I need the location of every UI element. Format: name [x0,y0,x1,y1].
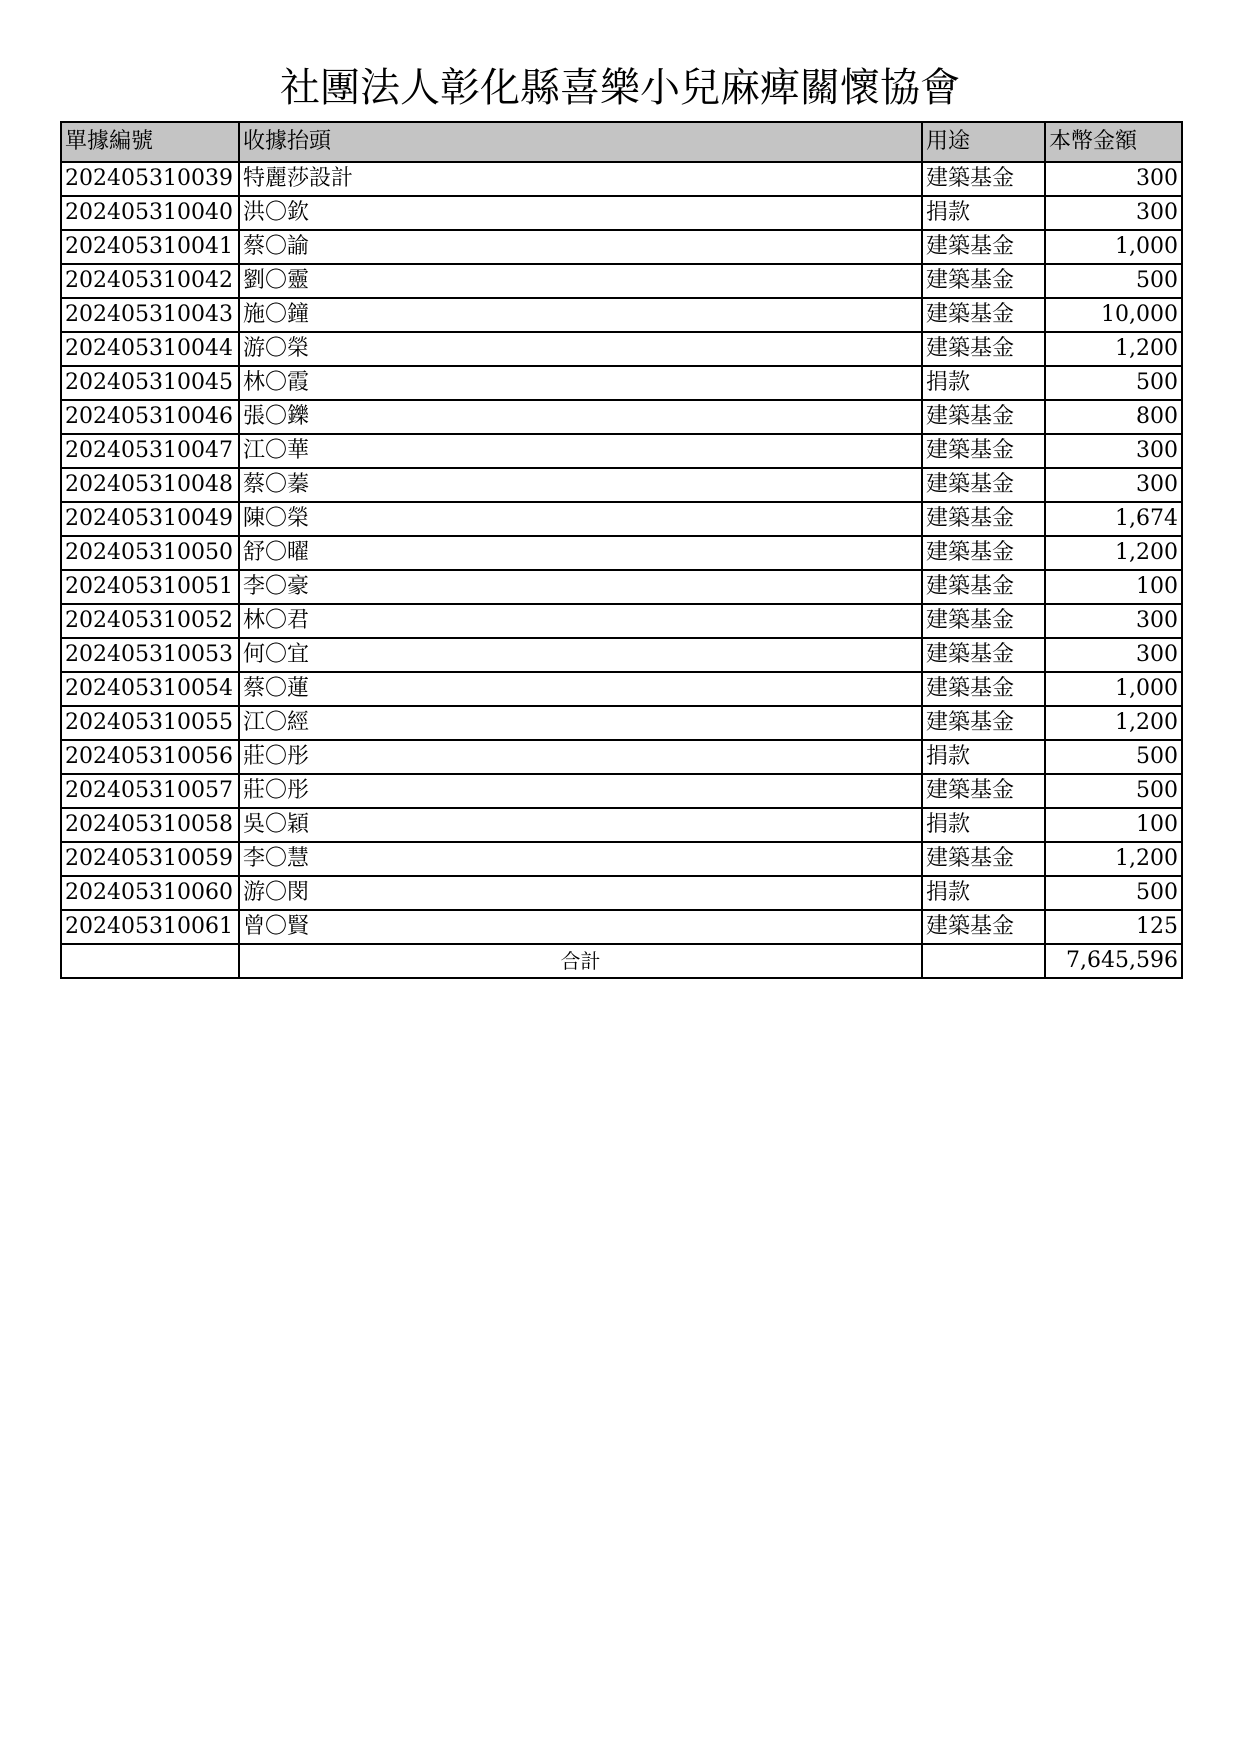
purpose-cell: 建築基金 [922,774,1045,808]
table-row [61,400,1182,434]
payer-cell: 李〇慧 [239,842,922,876]
table-row [61,876,1182,910]
purpose-cell: 建築基金 [922,842,1045,876]
table-body [61,162,1182,944]
receipt-table [60,121,1183,979]
payer-cell: 江〇經 [239,706,922,740]
amount-cell: 1,200 [1045,706,1182,740]
payer-cell: 李〇豪 [239,570,922,604]
receipt-no-cell: 202405310054 [61,672,239,706]
receipt-no-cell: 202405310051 [61,570,239,604]
table-row [61,570,1182,604]
receipt-no-cell: 202405310061 [61,910,239,944]
purpose-cell: 建築基金 [922,332,1045,366]
purpose-cell: 建築基金 [922,298,1045,332]
header-receipt-no: 單據編號 [61,122,239,162]
purpose-cell: 建築基金 [922,230,1045,264]
purpose-cell: 建築基金 [922,400,1045,434]
purpose-cell: 建築基金 [922,910,1045,944]
table-row [61,366,1182,400]
payer-cell: 洪〇欽 [239,196,922,230]
amount-cell: 500 [1045,366,1182,400]
purpose-cell: 建築基金 [922,570,1045,604]
receipt-no-cell: 202405310047 [61,434,239,468]
payer-cell: 何〇宜 [239,638,922,672]
amount-cell: 125 [1045,910,1182,944]
purpose-cell: 建築基金 [922,502,1045,536]
page-title: 社團法人彰化縣喜樂小兒麻痺關懷協會 [280,65,960,111]
payer-cell: 特麗莎設計 [239,162,922,196]
table-header-row [61,122,1182,162]
purpose-cell: 捐款 [922,196,1045,230]
table-row [61,774,1182,808]
table-row [61,706,1182,740]
table-row [61,196,1182,230]
payer-cell: 曾〇賢 [239,910,922,944]
table-row [61,298,1182,332]
receipt-no-cell: 202405310042 [61,264,239,298]
payer-cell: 游〇閔 [239,876,922,910]
table-row [61,264,1182,298]
amount-cell: 10,000 [1045,298,1182,332]
payer-cell: 莊〇彤 [239,774,922,808]
purpose-cell: 建築基金 [922,672,1045,706]
payer-cell: 林〇霞 [239,366,922,400]
header-payer: 收據抬頭 [239,122,922,162]
receipt-no-cell: 202405310052 [61,604,239,638]
amount-cell: 500 [1045,876,1182,910]
amount-cell: 300 [1045,468,1182,502]
amount-cell: 800 [1045,400,1182,434]
amount-cell: 1,200 [1045,842,1182,876]
purpose-cell: 捐款 [922,808,1045,842]
total-empty-cell [61,944,239,978]
payer-cell: 舒〇曜 [239,536,922,570]
receipt-no-cell: 202405310039 [61,162,239,196]
payer-cell: 張〇鑠 [239,400,922,434]
total-label: 合計 [239,944,922,978]
amount-cell: 300 [1045,196,1182,230]
purpose-cell: 建築基金 [922,162,1045,196]
purpose-cell: 建築基金 [922,434,1045,468]
amount-cell: 300 [1045,604,1182,638]
payer-cell: 林〇君 [239,604,922,638]
amount-cell: 300 [1045,434,1182,468]
receipt-no-cell: 202405310050 [61,536,239,570]
table-row [61,808,1182,842]
payer-cell: 吳〇穎 [239,808,922,842]
amount-cell: 1,000 [1045,230,1182,264]
receipt-no-cell: 202405310057 [61,774,239,808]
payer-cell: 蔡〇諭 [239,230,922,264]
table-row [61,910,1182,944]
purpose-cell: 建築基金 [922,468,1045,502]
receipt-no-cell: 202405310056 [61,740,239,774]
table-row [61,434,1182,468]
receipt-no-cell: 202405310055 [61,706,239,740]
table-row [61,468,1182,502]
payer-cell: 劉〇靈 [239,264,922,298]
payer-cell: 蔡〇蓁 [239,468,922,502]
total-row [61,944,1182,978]
purpose-cell: 捐款 [922,876,1045,910]
purpose-cell: 建築基金 [922,264,1045,298]
purpose-cell: 建築基金 [922,706,1045,740]
amount-cell: 1,200 [1045,536,1182,570]
payer-cell: 蔡〇蓮 [239,672,922,706]
payer-cell: 莊〇彤 [239,740,922,774]
amount-cell: 300 [1045,162,1182,196]
receipt-no-cell: 202405310045 [61,366,239,400]
table-row [61,740,1182,774]
table-row [61,332,1182,366]
total-empty-cell [922,944,1045,978]
purpose-cell: 建築基金 [922,638,1045,672]
amount-cell: 100 [1045,570,1182,604]
table-row [61,536,1182,570]
amount-cell: 1,674 [1045,502,1182,536]
purpose-cell: 捐款 [922,366,1045,400]
table-row [61,842,1182,876]
header-amount: 本幣金額 [1045,122,1182,162]
receipt-no-cell: 202405310058 [61,808,239,842]
purpose-cell: 建築基金 [922,604,1045,638]
header-purpose: 用途 [922,122,1045,162]
amount-cell: 100 [1045,808,1182,842]
receipt-no-cell: 202405310049 [61,502,239,536]
payer-cell: 施〇鐘 [239,298,922,332]
table-row [61,672,1182,706]
total-amount: 7,645,596 [1045,944,1182,978]
table-row [61,604,1182,638]
payer-cell: 游〇榮 [239,332,922,366]
receipt-no-cell: 202405310041 [61,230,239,264]
receipt-no-cell: 202405310048 [61,468,239,502]
payer-cell: 江〇華 [239,434,922,468]
table-row [61,230,1182,264]
receipt-no-cell: 202405310043 [61,298,239,332]
purpose-cell: 建築基金 [922,536,1045,570]
receipt-no-cell: 202405310044 [61,332,239,366]
amount-cell: 300 [1045,638,1182,672]
table-row [61,502,1182,536]
amount-cell: 1,000 [1045,672,1182,706]
receipt-no-cell: 202405310046 [61,400,239,434]
amount-cell: 500 [1045,740,1182,774]
purpose-cell: 捐款 [922,740,1045,774]
table-row [61,162,1182,196]
receipt-no-cell: 202405310060 [61,876,239,910]
receipt-no-cell: 202405310059 [61,842,239,876]
receipt-no-cell: 202405310053 [61,638,239,672]
amount-cell: 500 [1045,774,1182,808]
receipt-no-cell: 202405310040 [61,196,239,230]
amount-cell: 500 [1045,264,1182,298]
payer-cell: 陳〇榮 [239,502,922,536]
table-row [61,638,1182,672]
amount-cell: 1,200 [1045,332,1182,366]
